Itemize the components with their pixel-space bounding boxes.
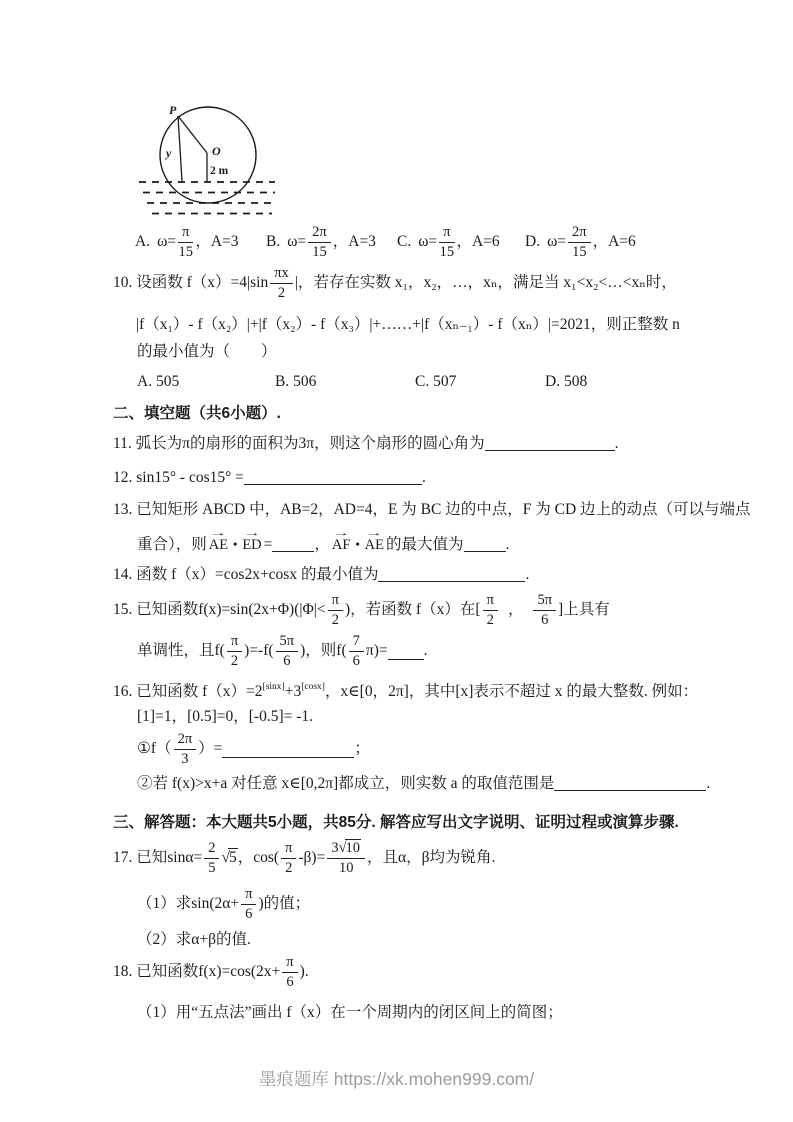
q17-sqrt-1: √5	[221, 849, 237, 866]
section-2-title: 二、填空题（共6小题）.	[113, 405, 281, 422]
radical-icon: √	[221, 849, 229, 866]
q17-part2-text: （2）求α+β的值.	[137, 931, 251, 948]
q9-option-d-amp: ，A=6	[592, 233, 636, 250]
dot-product-icon: •	[355, 537, 360, 551]
q9-option-b-amp: ，A=3	[332, 233, 376, 250]
q15-text-7: π)=	[365, 642, 388, 659]
q13-period: .	[505, 536, 510, 553]
chord-p-water	[178, 116, 182, 181]
two-m-label: 2 m	[210, 165, 229, 177]
question-18-line-1	[113, 949, 309, 995]
question-10-line-1	[113, 260, 677, 306]
q9-option-a-omega: ω=	[157, 233, 177, 250]
q10-text-2: |，若存在实数 x₁，x₂，…，xₙ，满足当 x₁<x₂<…<xₙ时，	[294, 274, 677, 291]
q16-exponent-2: [cosx]	[301, 682, 325, 692]
footer-watermark	[0, 1066, 793, 1091]
q10-option-d: D. 508	[545, 373, 588, 390]
question-18-part-1	[137, 1002, 563, 1024]
q18-text-2: ).	[299, 963, 309, 980]
q15-fraction-5: $\frac{5\pi}{6}$	[276, 633, 299, 668]
q17-fraction-2: $\frac{\pi}{2}$	[281, 840, 296, 875]
question-16-item-1	[137, 728, 370, 770]
q15-text-1: 15. 已知函数f(x)=sin(2x+Φ)(|Φ|<	[113, 601, 326, 618]
q10-text-1: 10. 设函数 f（x）=4|	[113, 274, 251, 291]
section-3-heading	[113, 812, 679, 834]
section-3-title: 三、解答题：本大题共5小题，共85分. 解答应写出文字说明、证明过程或演算步骤.	[113, 814, 679, 831]
q13-answer-blank-2	[464, 537, 506, 552]
q11-period: .	[614, 435, 619, 452]
q15-fraction-6: $\frac{7}{6}$	[349, 633, 364, 668]
q15-text-5: )=-f(	[244, 642, 274, 659]
question-15-line-1	[113, 588, 610, 632]
q10-option-c: C. 507	[415, 373, 457, 390]
q15-fraction-3: $\frac{5\pi}{6}$	[533, 592, 556, 627]
q9-option-d-key: D.	[525, 233, 541, 250]
q15-comma: ，	[507, 601, 524, 618]
q9-option-b-omega: ω=	[287, 233, 307, 250]
radical-icon: √	[338, 840, 346, 857]
q16-answer-blank-2	[554, 776, 706, 791]
q10-sum-expression: |f（x₁）- f（x₂）|+|f（x₂）- f（x₃）|+……+|f（xₙ₋₁）- f（xₙ）|=2021，则正整数 n	[136, 316, 680, 333]
q15-text-4: 单调性，且f(	[137, 642, 225, 659]
q17-part1-text-1: （1）求sin(2α+	[137, 895, 240, 912]
q18-text-1: 18. 已知函数f(x)=cos(2x+	[113, 963, 281, 980]
q9-option-d-omega: ω=	[547, 233, 567, 250]
q15-period: .	[423, 642, 428, 659]
q13-comma: ，	[314, 536, 330, 553]
question-17-part-2	[137, 929, 251, 951]
q11-text: 11. 弧长为π的扇形的面积为3π，则这个扇形的圆心角为	[113, 435, 485, 452]
q9-option-a-amp: ，A=3	[195, 233, 239, 250]
q9-option-b-key: B.	[266, 233, 281, 250]
q13-answer-blank-1	[272, 537, 314, 552]
q9-option-b-fraction: $\frac{2\pi}{15}$	[308, 224, 331, 259]
q16-text-3: ，x∈[0，2π]，其中[x]表示不超过 x 的最大整数. 例如：	[324, 683, 699, 700]
q14-answer-blank	[378, 567, 525, 582]
q12-period: .	[421, 469, 426, 486]
q10-text-3: 的最小值为（ ）	[137, 343, 277, 360]
dot-product-icon: •	[233, 537, 238, 551]
vector-af: → AF	[332, 534, 351, 556]
vector-ae-2: → AE	[365, 534, 384, 556]
q15-answer-blank	[388, 645, 424, 660]
q15-text-2: )，若函数 f（x）在[	[344, 601, 481, 618]
q11-answer-blank	[485, 436, 615, 451]
question-16-line-1	[113, 676, 698, 703]
q13-text-3: 的最大值为	[386, 536, 464, 553]
question-17-line-1	[113, 835, 495, 881]
question-9-options	[135, 222, 695, 262]
q16-item1-equals: ）=	[198, 740, 223, 757]
question-10-options	[135, 372, 695, 392]
q16-text-1: 16. 已知函数 f（x）=2	[113, 683, 263, 700]
q16-answer-blank-1	[222, 743, 354, 758]
q17-part1-fraction: $\frac{\pi}{6}$	[241, 886, 256, 921]
question-16-line-2	[137, 706, 313, 728]
q9-option-c-omega: ω=	[418, 233, 438, 250]
q10-sin: sin	[250, 274, 269, 291]
center-o-label: O	[212, 144, 221, 158]
q10-option-a: A. 505	[137, 373, 180, 390]
q9-option-c	[397, 222, 500, 262]
vector-arrow-icon: →	[332, 528, 350, 539]
vector-arrow-icon: →	[365, 528, 383, 539]
q16-item1-text: ①f（	[137, 740, 172, 757]
radius-p-o	[178, 116, 207, 153]
q15-fraction-4: $\frac{\pi}{2}$	[227, 633, 242, 668]
q13-text-2: 重合），则	[137, 536, 207, 553]
q9-option-c-amp: ，A=6	[456, 233, 500, 250]
q17-text-4: ，且α，β均为锐角.	[367, 849, 496, 866]
q17-text-1: 17. 已知sinα=	[113, 849, 203, 866]
vector-ed: → ED	[242, 534, 261, 556]
q16-item1-semicolon: ；	[354, 740, 370, 757]
q9-option-a	[135, 222, 239, 262]
q16-fraction: $\frac{2\pi}{3}$	[174, 731, 197, 766]
q15-text-6: )，则f(	[300, 642, 347, 659]
q13-equals: =	[263, 536, 273, 553]
question-15-line-2	[137, 630, 427, 672]
q9-option-a-key: A.	[135, 233, 151, 250]
q13-text-1: 13. 已知矩形 ABCD 中，AB=2，AD=4，E 为 BC 边的中点，F 为 CD 边上的动点（可以与端点	[113, 501, 751, 518]
q9-option-b	[266, 222, 376, 262]
vector-arrow-icon: →	[243, 528, 261, 539]
problem-9-figure	[138, 93, 288, 223]
q14-period: .	[525, 566, 530, 583]
point-p-label: P	[169, 103, 177, 117]
question-10-line-3	[137, 341, 277, 363]
question-17-part-1	[137, 883, 310, 925]
q10-option-b: B. 506	[275, 373, 317, 390]
q17-text-3: -β)=	[298, 849, 326, 866]
q15-fraction-2: $\frac{\pi}{2}$	[483, 592, 498, 627]
q9-option-d	[525, 222, 636, 262]
vector-ae: → AE	[209, 534, 228, 556]
q15-text-3: ]上具有	[558, 601, 610, 618]
q16-exponent-1: [sinx]	[262, 682, 285, 692]
section-2-heading	[113, 403, 281, 425]
q9-option-c-fraction: $\frac{\pi}{15}$	[439, 224, 455, 260]
q9-option-c-key: C.	[397, 233, 412, 250]
q9-option-d-fraction: $\frac{2\pi}{15}$	[568, 224, 591, 259]
q18-fraction: $\frac{\pi}{6}$	[282, 954, 297, 989]
q16-text-2: +3	[284, 683, 302, 700]
q12-text: 12. sin15° - cos15° =	[113, 469, 244, 486]
q17-part1-text-2: )的值；	[258, 895, 311, 912]
vector-arrow-icon: →	[209, 528, 227, 539]
q9-option-a-fraction: $\frac{\pi}{15}$	[178, 224, 193, 260]
q16-item2-text: ②若 f(x)>x+a 对任意 x∈[0,2π]都成立，则实数 a 的取值范围是	[137, 775, 555, 792]
q14-text: 14. 函数 f（x）=cos2x+cosx 的最小值为	[113, 566, 379, 583]
question-10-line-2	[136, 314, 680, 336]
q15-fraction-1: $\frac{\pi}{2}$	[328, 592, 343, 627]
q17-text-2: ，cos(	[237, 849, 280, 866]
q10-fraction: $\frac{\pi x}{2}$	[270, 265, 293, 300]
q18-part1-text: （1）用“五点法”画出 f（x）在一个周期内的闭区间上的简图；	[137, 1004, 563, 1021]
question-13-line-1	[113, 499, 751, 521]
question-12	[113, 467, 426, 489]
question-13-line-2	[137, 528, 510, 556]
segment-y-label: y	[166, 146, 172, 160]
question-14	[113, 564, 529, 586]
wheel-circle	[160, 107, 256, 203]
q16-item2-period: .	[706, 775, 711, 792]
q16-examples: [1]=1，[0.5]=0，[-0.5]= -1.	[137, 708, 314, 725]
question-11	[113, 433, 618, 455]
footer-text: 墨痕题库 https://xk.mohen999.com/	[258, 1069, 535, 1089]
q12-answer-blank	[244, 470, 422, 485]
q17-fraction-1: $\frac{2}{5}$	[204, 840, 219, 875]
question-16-item-2	[137, 773, 710, 795]
q17-fraction-3: $\frac{3√10}{10}$	[327, 840, 365, 875]
